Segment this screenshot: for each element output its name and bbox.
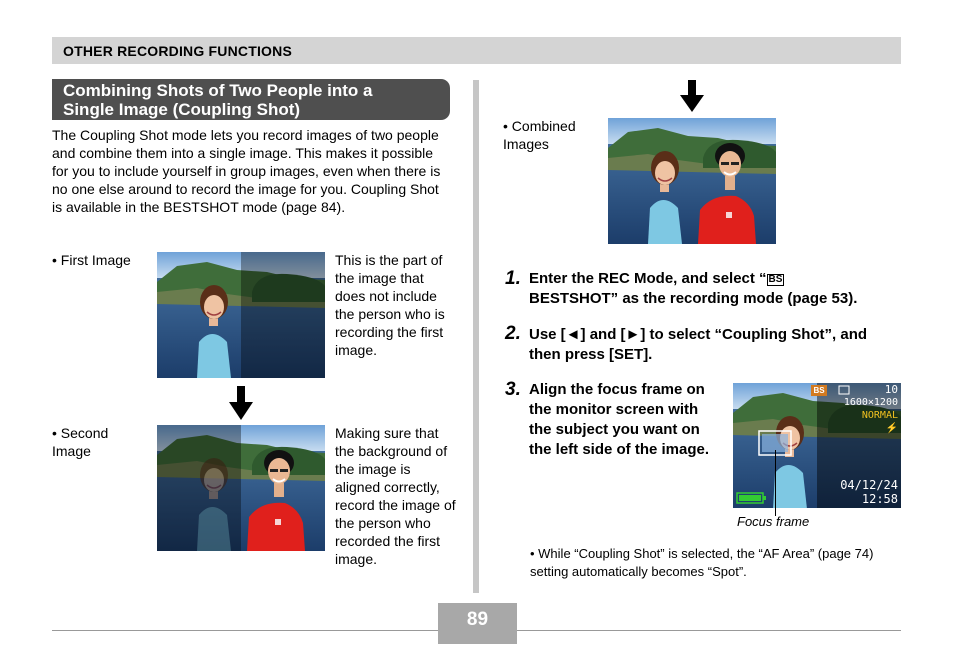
monitor-resolution: 1600×1200 bbox=[843, 397, 898, 408]
monitor-quality: NORMAL bbox=[861, 410, 898, 421]
section-title-line2: Single Image (Coupling Shot) bbox=[63, 100, 301, 119]
section-header-bar bbox=[52, 37, 901, 64]
monitor-shots-remaining: 10 bbox=[884, 383, 898, 396]
first-image-label: • First Image bbox=[52, 252, 131, 268]
focus-frame-pointer-line bbox=[774, 450, 778, 516]
first-image-photo bbox=[157, 252, 325, 378]
step-3-number: 3. bbox=[505, 379, 521, 400]
section-title bbox=[52, 79, 450, 120]
down-arrow-icon bbox=[229, 386, 253, 420]
page-number-box bbox=[438, 603, 517, 644]
combined-images-label: • Combined Images bbox=[503, 118, 576, 152]
focus-frame-caption: Focus frame bbox=[737, 514, 810, 529]
monitor-flash-icon: ⚡ bbox=[885, 423, 898, 434]
step-2-number: 2. bbox=[505, 323, 521, 344]
bestshot-icon: BS bbox=[768, 274, 783, 285]
combined-image-photo bbox=[608, 118, 776, 244]
monitor-bs-badge: BS bbox=[813, 386, 825, 395]
step-1-number: 1. bbox=[505, 268, 521, 289]
down-arrow-icon bbox=[680, 80, 704, 112]
monitor-time: 12:58 bbox=[861, 492, 898, 506]
page-number: 89 bbox=[466, 609, 489, 630]
first-image-description: This is the part of the image that does not include the person who is recording the first image. bbox=[335, 252, 445, 358]
monitor-date: 04/12/24 bbox=[840, 478, 898, 492]
step-3-text: Align the focus frame on the monitor screen with the subject you want on the left side of the image. bbox=[529, 381, 710, 458]
step-1-text bbox=[529, 269, 909, 309]
monitor-screen bbox=[733, 383, 901, 508]
section-title-line1: Combining Shots of Two People into a bbox=[63, 81, 373, 100]
step-1-text-part1: Enter the REC Mode, and select “ bbox=[529, 270, 767, 287]
step-2-text: Use [◄] and [►] to select “Coupling Shot”, and then press [SET]. bbox=[529, 326, 868, 363]
intro-paragraph: The Coupling Shot mode lets you record images of two people and combine them into a single image. This makes it possible for you to include yourself in group images, even when there is no one else around to record the image for you. Coupling Shot is available in the BESTSHOT mode (page 84). bbox=[52, 127, 441, 215]
header-title: OTHER RECORDING FUNCTIONS bbox=[63, 43, 292, 59]
second-image-label: • Second Image bbox=[52, 425, 109, 459]
step-1-text-part2: BESTSHOT” as the recording mode (page 53). bbox=[529, 290, 858, 307]
column-divider bbox=[473, 80, 479, 593]
note-text: • While “Coupling Shot” is selected, the “AF Area” (page 74) setting automatically becomes “Spot”. bbox=[530, 546, 874, 579]
second-image-description: Making sure that the background of the image is aligned correctly, record the image of the person who recorded the first image. bbox=[335, 425, 456, 567]
second-image-photo bbox=[157, 425, 325, 551]
